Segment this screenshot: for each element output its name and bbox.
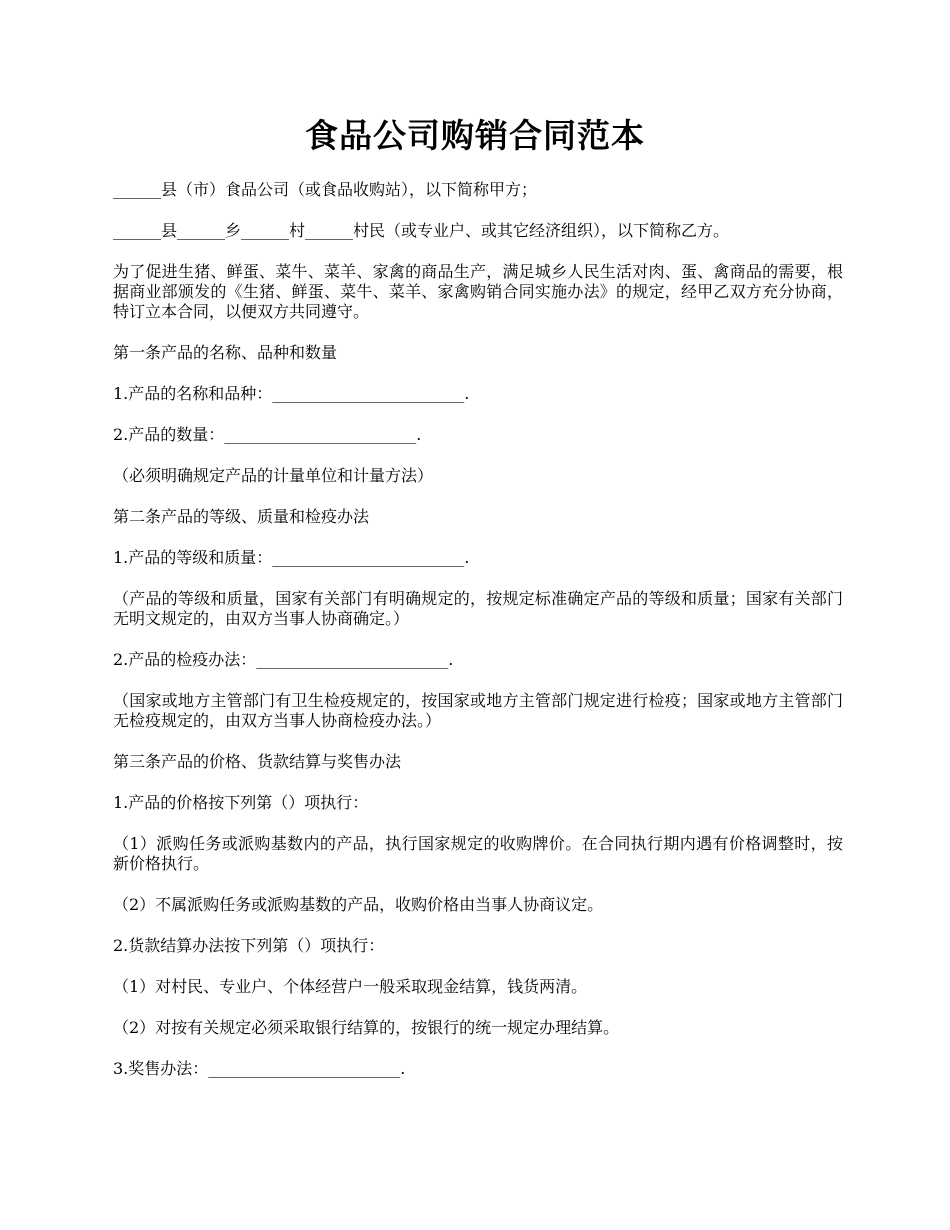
article-1-heading: 第一条产品的名称、品种和数量 (113, 343, 338, 362)
grade-quality-note: （产品的等级和质量，国家有关部门有明确规定的，按规定标准确定产品的等级和质量；国家有关部门无明文规定的，由双方当事人协商确定。） (113, 589, 843, 628)
grade-quality-line: 1.产品的等级和质量：________________________. (113, 548, 470, 567)
product-quantity-line: 2.产品的数量：________________________. (113, 425, 422, 444)
article-3-heading: 第三条产品的价格、货款结算与奖售办法 (113, 752, 402, 771)
settlement-option-2: （2）对按有关规定必须采取银行结算的，按银行的统一规定办理结算。 (113, 1018, 620, 1037)
preamble-paragraph: 为了促进生猪、鲜蛋、菜牛、菜羊、家禽的商品生产，满足城乡人民生活对肉、蛋、禽商品的需要，根据商业部颁发的《生猪、鲜蛋、菜牛、菜羊、家禽购销合同实施办法》的规定，经甲乙双方充分协商，特订立本合同，以便双方共同遵守。 (113, 262, 843, 321)
party-a-line: ______县（市）食品公司（或食品收购站），以下简称甲方； (113, 180, 538, 199)
reward-line: 3.奖售办法：________________________. (113, 1059, 406, 1078)
price-option-1: （1）派购任务或派购基数内的产品，执行国家规定的收购牌价。在合同执行期内遇有价格调整时，按新价格执行。 (113, 834, 843, 873)
price-option-2: （2）不属派购任务或派购基数的产品，收购价格由当事人协商议定。 (113, 895, 604, 914)
quarantine-note: （国家或地方主管部门有卫生检疫规定的，按国家或地方主管部门规定进行检疫；国家或地方主管部门无检疫规定的，由双方当事人协商检疫办法。） (113, 691, 843, 730)
document-body (113, 180, 843, 1100)
quantity-note: （必须明确规定产品的计量单位和计量方法） (113, 466, 434, 485)
settlement-rule-line: 2.货款结算办法按下列第（）项执行： (113, 936, 385, 955)
document-title: 食品公司购销合同范本 (305, 116, 645, 155)
quarantine-line: 2.产品的检疫办法：________________________. (113, 650, 454, 669)
price-rule-line: 1.产品的价格按下列第（）项执行： (113, 793, 369, 812)
settlement-option-1: （1）对村民、专业户、个体经营户一般采取现金结算，钱货两清。 (113, 977, 588, 996)
product-name-line: 1.产品的名称和品种：________________________. (113, 384, 470, 403)
article-2-heading: 第二条产品的等级、质量和检疫办法 (113, 507, 370, 526)
party-b-line: ______县______乡______村______村民（或专业户、或其它经济组织），以下简称乙方。 (113, 221, 730, 240)
